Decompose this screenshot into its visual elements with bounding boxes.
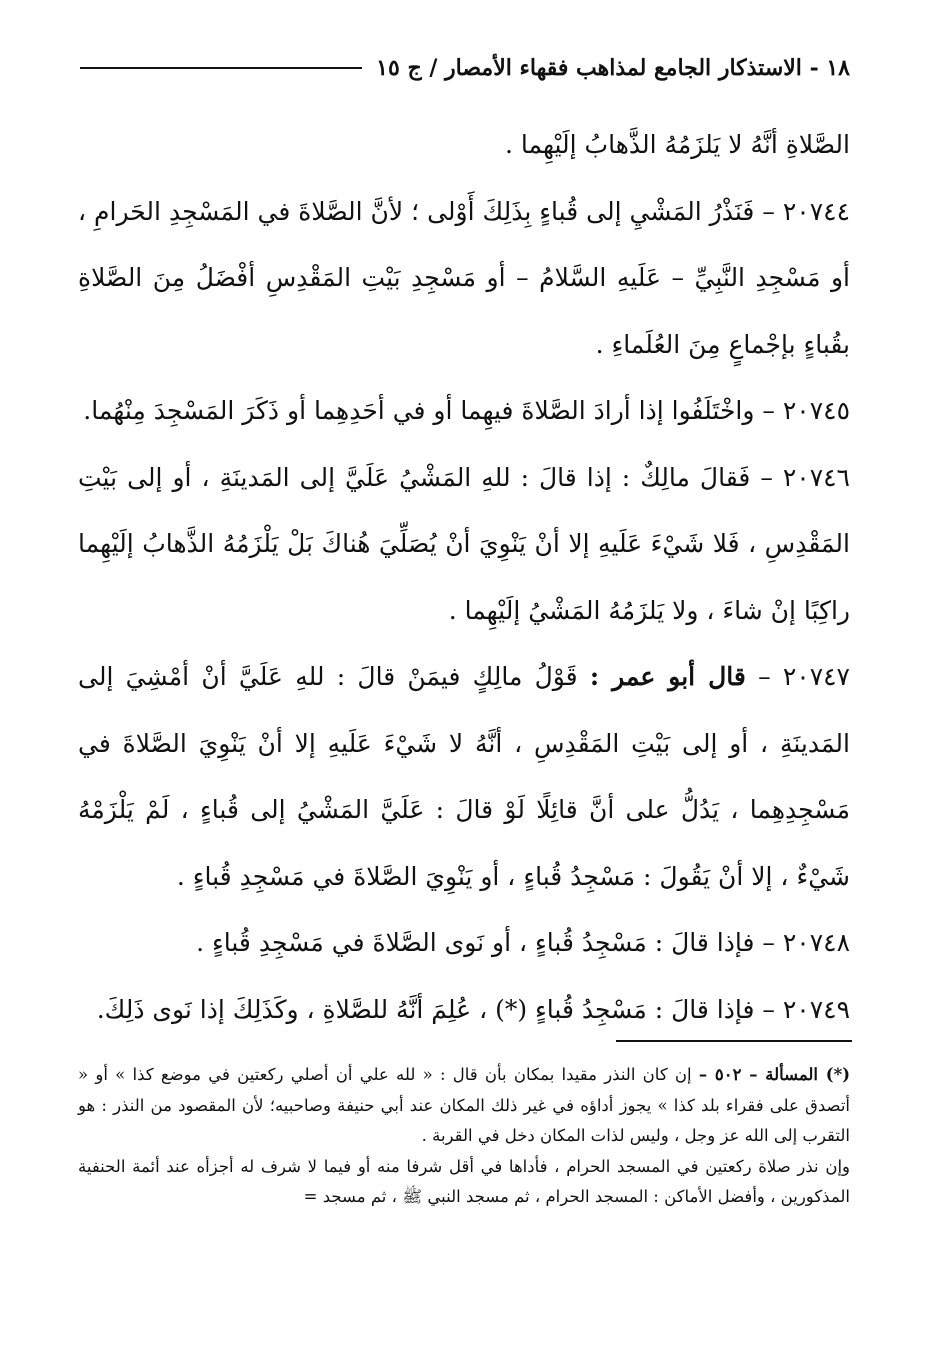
paragraph-text: فإذا قالَ : مَسْجِدُ قُباءٍ (*) ، عُلِمَ أنَّهُ للصَّلاةِ ، وكَذَلِكَ إذا نَوى ذَلِكَ. [96, 994, 755, 1024]
paragraph-20746 [78, 445, 850, 645]
header-rule [80, 67, 362, 69]
paragraph-continuation [78, 112, 850, 179]
paragraph-20748 [78, 910, 850, 977]
footnote-separator [616, 1040, 852, 1042]
paragraph-number: ٢٠٧٤٦ – [760, 462, 850, 492]
paragraph-number: ٢٠٧٤٤ – [762, 196, 851, 226]
footnote-text: إن كان النذر مقيدا بمكان بأن قال : « لله علي أن أصلي ركعتين في موضع كذا » أو « أتصدق على فقراء بلد كذا » يجوز أداؤه في غير ذلك المكان عند أبي حنيفة وصاحبيه؛ لأن المقصود من النذر : هو التقرب إلى الله عز وجل ، وليس لذات المكان دخل في القربة . [78, 1065, 850, 1145]
paragraph-number: ٢٠٧٤٨ – [762, 928, 850, 957]
paragraph-text: قَوْلُ مالِكٍ فيمَنْ قالَ : للهِ عَلَيَّ أنْ أمْشِيَ إلى المَدينَةِ ، أو إلى بَيْتِ المَقْدِسِ ، أنَّهُ لا شَيْءَ عَلَيهِ إلا أنْ يَنْوِيَ الصَّلاةَ في مَسْجِدِهِما ، يَدُلُّ على أنَّ قائِلًا لَوْ قالَ : عَلَيَّ المَشْيُ إلى قُباءٍ ، لَمْ يَلْزَمْهُ شَيْءٌ ، إلا أنْ يَقُولَ : مَسْجِدُ قُباءٍ ، أو يَنْوِيَ الصَّلاةَ في مَسْجِدِ قُباءٍ . [78, 662, 850, 891]
paragraph-20749 [78, 977, 850, 1044]
paragraph-20747 [78, 644, 850, 910]
paragraph-20745 [78, 378, 850, 445]
footnote-paragraph [78, 1060, 850, 1152]
paragraph-number: ٢٠٧٤٧ – [758, 662, 850, 691]
footnote-paragraph [78, 1152, 850, 1213]
paragraph-text: فإذا قالَ : مَسْجِدُ قُباءٍ ، أو نَوى الصَّلاةَ في مَسْجِدِ قُباءٍ . [196, 928, 755, 957]
paragraph-text: فَقالَ مالِكٌ : إذا قالَ : للهِ المَشْيُ عَلَيَّ إلى المَدينَةِ ، أو إلى بَيْتِ المَقْدِسِ ، فَلا شَيْءَ عَلَيهِ إلا أنْ يَنْوِيَ أنْ يُصَلِّيَ هُناكَ بَلْ يَلْزَمُهُ الذَّهابُ إلَيْهِما راكِبًا إنْ شاءَ ، ولا يَلزَمُهُ المَشْيُ إلَيْهِما . [78, 462, 850, 625]
paragraph-text: الصَّلاةِ أنَّهُ لا يَلزَمُهُ الذَّهابُ إلَيْهِما . [505, 130, 850, 159]
footnote-lead: (*) المسألة – ٥٠٢ – [698, 1065, 851, 1084]
running-header [80, 48, 850, 88]
paragraph-20744 [78, 179, 850, 379]
paragraph-text: واخْتَلَفُوا إذا أرادَ الصَّلاةَ فيهِما أو في أحَدِهِما أو ذَكَرَ المَسْجِدَ مِنْهُما. [83, 396, 755, 425]
paragraph-number: ٢٠٧٤٩ – [762, 994, 850, 1024]
paragraph-text: فَنَذْرُ المَشْيِ إلى قُباءٍ بِذَلِكَ أَوْلى ؛ لأنَّ الصَّلاةَ في المَسْجِدِ الحَرامِ ، أو مَسْجِدِ النَّبِيِّ – عَلَيهِ السَّلامُ – أو مَسْجِدِ بَيْتِ المَقْدِسِ أفْضَلُ مِنَ الصَّلاةِ بقُباءٍ بإجْماعٍ مِنَ العُلَماءِ . [78, 196, 850, 359]
main-text [78, 112, 850, 1043]
footnote-text: وإن نذر صلاة ركعتين في المسجد الحرام ، فأداها في أقل شرفا منه أو فيما لا شرف له أجزأه عند أئمة الحنفية المذكورين ، وأفضل الأماكن : المسجد الحرام ، ثم مسجد النبي ﷺ ، ثم مسجد = [78, 1156, 850, 1206]
paragraph-number: ٢٠٧٤٥ – [762, 396, 850, 425]
header-title: ١٨ - الاستذكار الجامع لمذاهب فقهاء الأمصار / ج ١٥ [376, 55, 850, 81]
author-attribution: قال أبو عمر : [589, 662, 746, 691]
footnote [78, 1060, 850, 1213]
